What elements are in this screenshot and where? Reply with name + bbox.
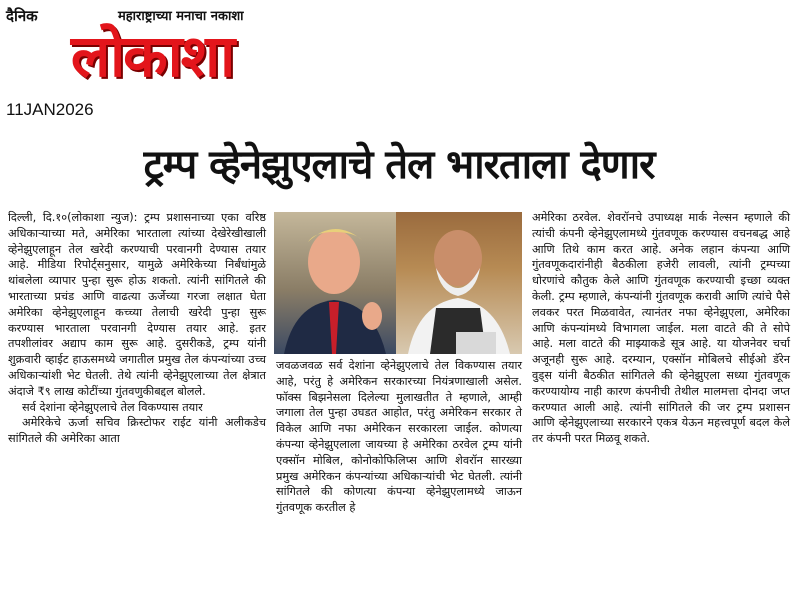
photo-left-person [274,212,396,354]
article-photo [274,212,522,354]
subheading: सर्व देशांना व्हेनेझुएलाचे तेल विकण्यास तयार [22,400,203,414]
paragraph: जवळजवळ सर्व देशांना व्हेनेझुएलाचे तेल विकण्यास तयार आहे, परंतु हे अमेरिकन सरकारच्या नियंत्रणाखाली असेल. फॉक्स बिझनेसला दिलेल्या मुलाखतीत ते म्हणाले, आम्ही जगाला तेल पुन्हा उघडत आहोत, परंतु अमेरिकन सरकार ते विकेल आणि नफा अमेरिकन सरकारला जाईल. कोणत्या कंपन्या व्हेनेझुएलाला जायच्या हे अमेरिका ठरवेल ट्रम्प यांनी एक्सॉन मोबिल, कोनोकोफिलिप्स आणि शेवरॉन सारख्या प्रमुख अमेरिकन कंपन्यांच्या अधिकाऱ्यांची भेट घेतली. त्यांनी सांगितले की कोणत्या कंपन्या व्हेनेझुएलामध्ये जाऊन गुंतवणूक करतील हे [276,359,522,515]
paragraph: दिल्ली, दि.१०(लोकाशा न्युज): ट्रम्प प्रशासनाच्या एका वरिष्ठ अधिकाऱ्याच्या मते, अमेरिका भारताला त्यांच्या देखेरेखीखाली व्हेनेझुएलाहून तेल खरेदी करण्याची परवानगी देण्यास तयार आहे. मीडिया रिपोर्ट्सनुसार, यामुळे अमेरिकेच्या निर्बंधांमुळे थांबलेला व्यापार पुन्हा सुरू होऊ शकतो. त्यांनी सांगितले की भारताच्या प्रचंड आणि वाढत्या ऊर्जेच्या गरजा लक्षात घेता अमेरिका व्हेनेझुएलाहून कच्च्या तेलाची खरेदी पुन्हा सुरू करण्यास भारताला परवानगी देण्यास तयार आहे. इतर तपशीलांवर अद्याप काम सुरू आहे. दुसरीकडे, ट्रम्प यांनी शुक्रवारी व्हाईट हाऊसमध्ये जगातील प्रमुख तेल कंपन्यांच्या उच्च अधिकाऱ्यांशी भेट घेतली. तेथे त्यांनी व्हेनेझुएलाच्या तेल क्षेत्रात अंदाजे ₹९ लाख कोटींच्या गुंतवणुकीबद्दल बोलले. [8,211,266,398]
person-silhouette-icon [396,212,522,354]
person-silhouette-icon [274,212,396,354]
article-column-1 [8,210,266,447]
photo-right-person [396,212,522,354]
masthead [0,0,320,100]
paragraph: अमेरिका ठरवेल. शेवरॉनचे उपाध्यक्ष मार्क नेल्सन म्हणाले की त्यांची कंपनी व्हेनेझुएलामध्ये गुंतवणूक करण्यास वचनबद्ध आहे आणि तिथे काम करत आहे. अनेक लहान कंपन्या आणि गुंतवणूकदारांनीही बैठकीला हजेरी लावली, त्यांनी ट्रम्पच्या धोरणांचे कौतुक केले आणि गुंतवणूक करण्याची इच्छा व्यक्त केली. ट्रम्प म्हणाले, कंपन्यांनी गुंतवणूक करावी आणि त्यांचे पैसे लवकर परत मिळवावेत, त्यानंतर नफा व्हेनेझुएला, अमेरिका आणि कंपन्यांमध्ये विभागला जाईल. मला वाटते की ते सोपे आहे. मला वाटते की माझ्याकडे सूत्र आहे. या योजनेवर चर्चा अजूनही सुरू आहे. दरम्यान, एक्सॉन मोबिलचे सीईओ डॅरेन वुड्स यांनी बैठकीत सांगितले की व्हेनेझुएला सध्या गुंतवणूक करण्यायोग्य नाही कारण कंपनीची तेथील मालमत्ता दोनदा जप्त करण्यात आली आहे. त्यांनी सांगितले की जर ट्रम्प प्रशासन आणि व्हेनेझुएलाच्या सरकारने एकत्र येऊन महत्त्वपूर्ण बदल केले तर कंपनी परत मिळवू शकते. [532,211,790,446]
newspaper-logo: लोकाशा [70,21,234,90]
article-column-2 [276,358,522,516]
article-headline: ट्रम्प व्हेनेझुएलाचे तेल भारताला देणार [143,142,655,188]
paragraph: अमेरिकेचे ऊर्जा सचिव क्रिस्टोफर राईट यांनी अलीकडेच सांगितले की अमेरिका आता [8,416,266,446]
masthead-tagline-right: महाराष्ट्राच्या मनाचा नकाशा [118,9,244,24]
masthead-tagline-left: दैनिक [6,7,38,25]
issue-date: 11JAN2026 [6,100,94,119]
article-column-3 [532,210,790,447]
